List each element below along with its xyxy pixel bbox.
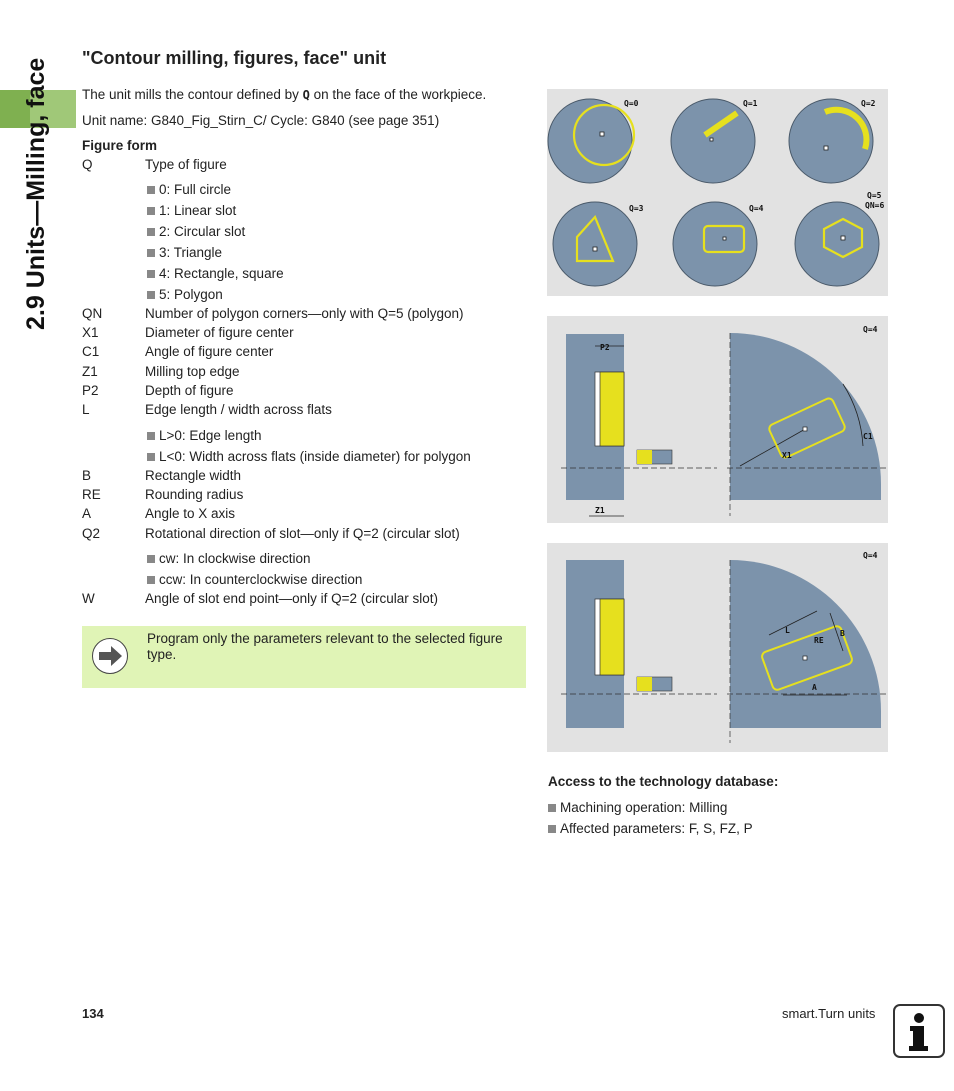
label-q1: Q=1: [743, 99, 758, 108]
arrow-right-icon: [92, 638, 128, 674]
param-desc: Rectangle width: [145, 468, 242, 483]
option-item: 0: Full circle: [147, 182, 231, 197]
param-desc: Depth of figure: [145, 383, 234, 398]
param-key: C1: [82, 344, 100, 359]
page-number: 134: [82, 1006, 104, 1021]
option-item: 1: Linear slot: [147, 203, 236, 218]
option-item: 4: Rectangle, square: [147, 266, 284, 281]
param-desc: Angle of figure center: [145, 344, 274, 359]
param-key: A: [82, 506, 92, 521]
tech-heading: Access to the technology database:: [548, 774, 779, 789]
param-desc: Milling top edge: [145, 364, 240, 379]
note-text: Program only the parameters relevant to the selected figure type.: [147, 631, 503, 662]
label-q4: Q=4: [749, 204, 764, 213]
param-desc: Angle to X axis: [145, 506, 236, 521]
label-p2: P2: [600, 343, 610, 352]
param-key: Z1: [82, 364, 98, 379]
param-key: P2: [82, 383, 99, 398]
unit-name: Unit name: G840_Fig_Stirn_C/ Cycle: G840 (see page 351): [82, 113, 440, 128]
intro-text: The unit mills the contour defined by Q on the face of the workpiece.: [82, 87, 487, 102]
param-desc: Rotational direction of slot—only if Q=2 (circular slot): [145, 526, 460, 541]
label-re: RE: [814, 636, 824, 645]
label-qn6: QN=6: [865, 201, 885, 210]
option-item: 5: Polygon: [147, 287, 223, 302]
param-desc: Number of polygon corners—only with Q=5 (polygon): [145, 306, 464, 321]
parameter-diagram: [547, 316, 888, 523]
param-key: QN: [82, 306, 103, 321]
code-q: Q: [302, 88, 310, 102]
rectangle-diagram: [547, 543, 888, 752]
option-item: 2: Circular slot: [147, 224, 245, 239]
param-desc: Angle of slot end point—only if Q=2 (circular slot): [145, 591, 439, 606]
label-x1: X1: [782, 451, 792, 460]
section-heading: Figure form: [82, 138, 158, 153]
label-q3: Q=3: [629, 204, 644, 213]
option-item: cw: In clockwise direction: [147, 551, 311, 566]
param-key: Q2: [82, 526, 101, 541]
param-key: W: [82, 591, 95, 606]
param-key: B: [82, 468, 92, 483]
tech-item: Machining operation: Milling: [548, 800, 727, 815]
chapter-title: 2.9 Units—Milling, face: [22, 57, 50, 330]
option-item: L<0: Width across flats (inside diameter) for polygon: [147, 449, 471, 464]
param-key: L: [82, 402, 90, 417]
figure-types-diagram: [547, 89, 888, 296]
param-desc: Diameter of figure center: [145, 325, 294, 340]
option-item: ccw: In counterclockwise direction: [147, 572, 362, 587]
label-q0: Q=0: [624, 99, 639, 108]
param-key: X1: [82, 325, 99, 340]
note-box: [82, 626, 526, 688]
label-q4-mid: Q=4: [863, 325, 878, 334]
label-z1: Z1: [595, 506, 605, 515]
label-q4-bot: Q=4: [863, 551, 878, 560]
option-item: 3: Triangle: [147, 245, 222, 260]
param-desc: Rounding radius: [145, 487, 244, 502]
footer-section: smart.Turn units: [782, 1006, 876, 1021]
label-a: A: [812, 683, 817, 692]
label-c1: C1: [863, 432, 873, 441]
param-desc: Edge length / width across flats: [145, 402, 332, 417]
info-icon: [893, 1004, 945, 1058]
option-item: L>0: Edge length: [147, 428, 261, 443]
param-key: RE: [82, 487, 101, 502]
label-l: L: [785, 626, 790, 635]
tech-item: Affected parameters: F, S, FZ, P: [548, 821, 753, 836]
page-title: "Contour milling, figures, face" unit: [82, 48, 387, 68]
label-q5: Q=5: [867, 191, 882, 200]
param-desc: Type of figure: [145, 157, 227, 172]
label-q2: Q=2: [861, 99, 876, 108]
label-b: B: [840, 629, 845, 638]
param-key: Q: [82, 157, 93, 172]
